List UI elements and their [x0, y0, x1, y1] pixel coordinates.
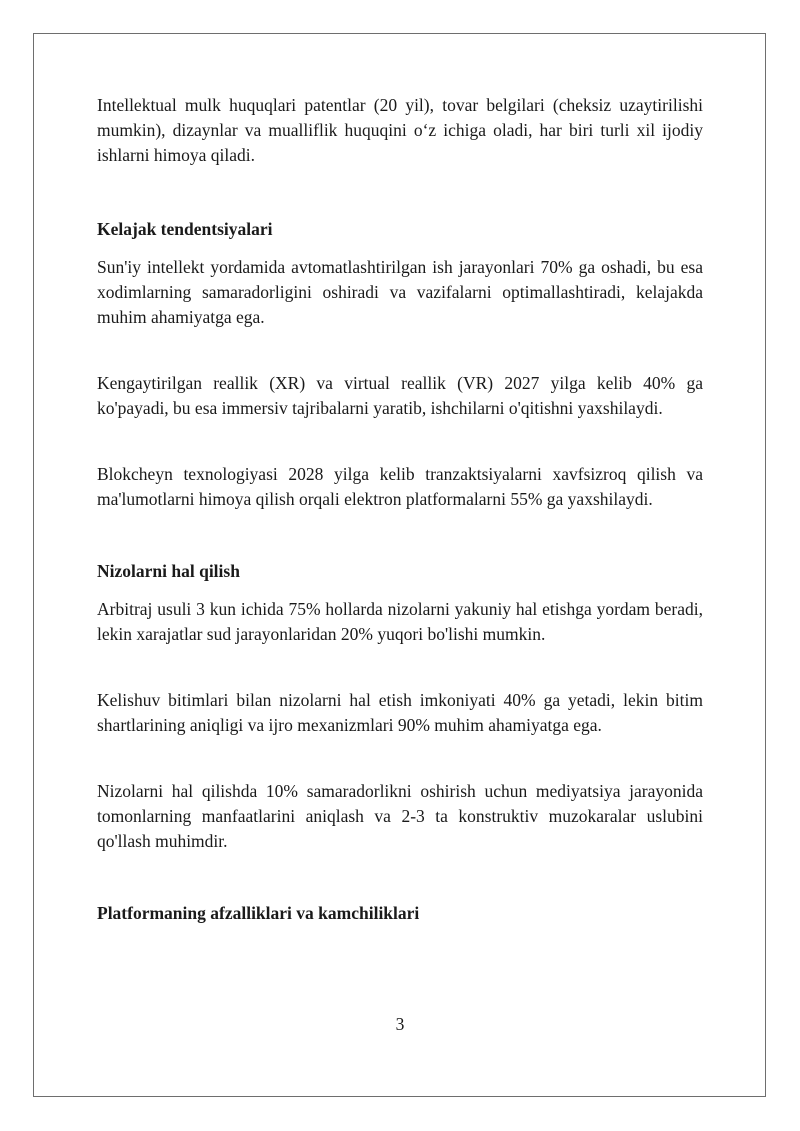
heading-dispute-resolution: Nizolarni hal qilish [97, 561, 240, 581]
paragraph-arbitration: Arbitraj usuli 3 kun ichida 75% hollarda nizolarni yakuniy hal etishga yordam beradi, lekin xarajatlar sud jarayonlaridan 20% yuqori bo'lishi mumkin. [97, 599, 703, 644]
page-content [97, 93, 703, 926]
page-number: 3 [395, 1014, 405, 1034]
paragraph-ai-automation: Sun'iy intellekt yordamida avtomatlashtirilgan ish jarayonlari 70% ga oshadi, bu esa xodimlarning samaradorligini oshiradi va vazifalarni optimallashtiradi, kelajakda muhim ahamiyatga ega. [97, 257, 703, 327]
paragraph-blockchain: Blokcheyn texnologiyasi 2028 yilga kelib tranzaktsiyalarni xavfsizroq qilish va ma'lumotlarni himoya qilish orqali elektron platformalarni 55% ga yaxshilaydi. [97, 464, 703, 509]
heading-future-trends: Kelajak tendentsiyalari [97, 219, 273, 239]
paragraph-intellectual-property: Intellektual mulk huquqlari patentlar (20 yil), tovar belgilari (cheksiz uzaytirilishi mumkin), dizaynlar va mualliflik huquqini o‘z ichiga oladi, har biri turli xil ijodiy ishlarni himoya qiladi. [97, 95, 703, 165]
paragraph-xr-vr: Kengaytirilgan reallik (XR) va virtual reallik (VR) 2027 yilga kelib 40% ga ko'payadi, bu esa immersiv tajribalarni yaratib, ishchilarni o'qitishni yaxshilaydi. [97, 373, 703, 418]
paragraph-settlement: Kelishuv bitimlari bilan nizolarni hal etish imkoniyati 40% ga yetadi, lekin bitim shartlarining aniqligi va ijro mexanizmlari 90% muhim ahamiyatga ega. [97, 690, 703, 735]
heading-platform-pros-cons: Platformaning afzalliklari va kamchiliklari [97, 903, 420, 923]
paragraph-mediation: Nizolarni hal qilishda 10% samaradorlikni oshirish uchun mediyatsiya jarayonida tomonlarning manfaatlarini aniqlash va 2-3 ta konstruktiv muzokaralar uslubini qo'llash muhimdir. [97, 781, 703, 851]
